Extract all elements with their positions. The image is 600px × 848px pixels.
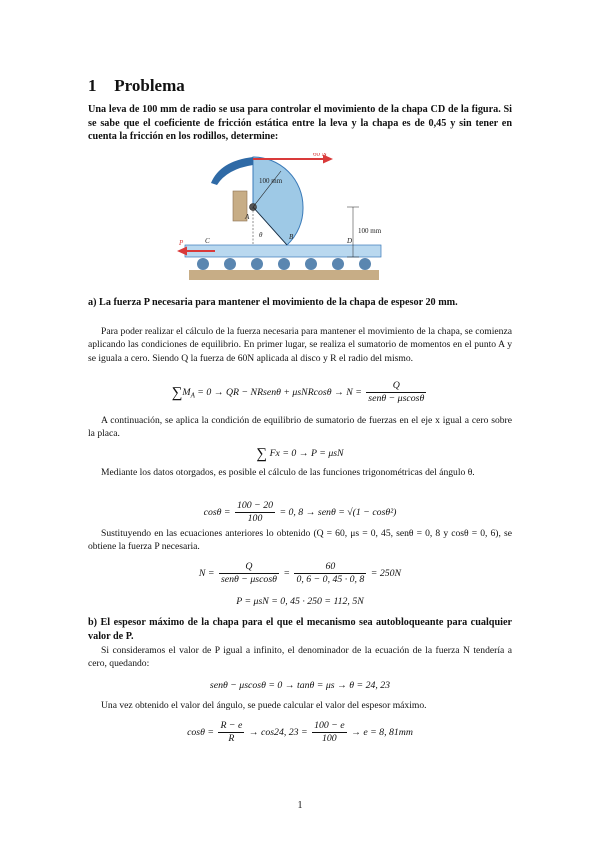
mechanism-figure [175, 153, 395, 287]
part-b-heading: b) El espesor máximo de la chapa para el que el mecanismo sea autobloqueante para cualquier valor de P. [88, 617, 512, 642]
label-c: C [205, 237, 210, 245]
cam-arm [211, 157, 253, 185]
base-rail [189, 270, 379, 280]
label-radius: 100 mm [259, 177, 283, 185]
part-a-heading: a) La fuerza P necesaria para mantener el movimiento de la chapa de espesor 20 mm. [88, 297, 458, 308]
equation-cos: cosθ = $\frac{100 - 20}{100}$ = 0, 8 → senθ = √(1 − cosθ²) [203, 500, 397, 524]
part-a-paragraph-4: Sustituyendo en las ecuaciones anteriores lo obtenido (Q = 60, μs = 0, 45, senθ = 0, 8 y cosθ = 0, 6), se obtiene la fuerza P necesaria. [88, 528, 512, 553]
rollers [197, 258, 371, 270]
equation-thickness: cosθ = $\frac{R - e}{R}$ → cos24, 23 = $\frac{100 - e}{100}$ → e = 8, 81mm [187, 720, 413, 744]
roller [359, 258, 371, 270]
label-height: 100 mm [358, 227, 382, 235]
equation-p-result: P = μsN = 0, 45 · 250 = 112, 5N [236, 596, 364, 607]
label-p: P [179, 239, 184, 247]
label-d: D [347, 237, 353, 245]
label-b: B [289, 233, 294, 241]
part-a-paragraph-2: A continuación, se aplica la condición de equilibrio de sumatorio de fuerzas en el eje x igual a cero sobre la placa. [88, 415, 512, 440]
problem-statement: Una leva de 100 mm de radio se usa para controlar el movimiento de la chapa CD de la figura. Si se sabe que el coeficiente de fricción estática entre la leva y la chapa es de 0,45 y sin tener en cuenta la fricción en los rodillos, determine: [88, 104, 512, 143]
section-number: 1 [88, 76, 97, 95]
label-a: A [245, 213, 250, 221]
roller [197, 258, 209, 270]
part-a-paragraph-3: Mediante los datos otorgados, es posible el cálculo de las funciones trigonométricas del ángulo θ. [101, 467, 475, 478]
roller [224, 258, 236, 270]
equation-forces: ∑ Fx = 0 → P = μsN [256, 446, 344, 462]
part-b-paragraph-2: Una vez obtenido el valor del ángulo, se puede calcular el valor del espesor máximo. [101, 700, 427, 711]
section-title-text: Problema [114, 76, 185, 95]
label-force: 60 N [313, 153, 327, 158]
equation-moments: $\sum M_A = 0$ → QR − NRsenθ + μsNRcosθ → N = $\frac{Q}{\text{senθ − μscosθ}}$ [171, 380, 425, 404]
equation-normal-force: N = $\frac{Q}{\text{senθ − μscosθ}}$ = $\frac{60}{0, 6 - 0, 45 \cdot 0, 8}$ = 250N [198, 561, 402, 585]
roller [251, 258, 263, 270]
part-b-paragraph-1: Si consideramos el valor de P igual a infinito, el denominador de la ecuación de la fuerza N tendería a cero, quedando: [88, 645, 512, 670]
roller [305, 258, 317, 270]
section-title [88, 76, 185, 96]
page-number: 1 [297, 800, 303, 811]
label-theta: θ [259, 231, 263, 239]
roller [332, 258, 344, 270]
roller [278, 258, 290, 270]
equation-self-locking: senθ − μscosθ = 0 → tanθ = μs → θ = 24, 23 [209, 680, 391, 691]
part-a-paragraph-1: Para poder realizar el cálculo de la fuerza necesaria para mantener el movimiento de la chapa, se comienza aplicando las condiciones de equilibrio. En primer lugar, se realiza el sumatorio de momentos en el punto A y se iguala a cero. Siendo Q la fuerza de 60N aplicada al disco y R el radio del mismo. [88, 326, 512, 364]
